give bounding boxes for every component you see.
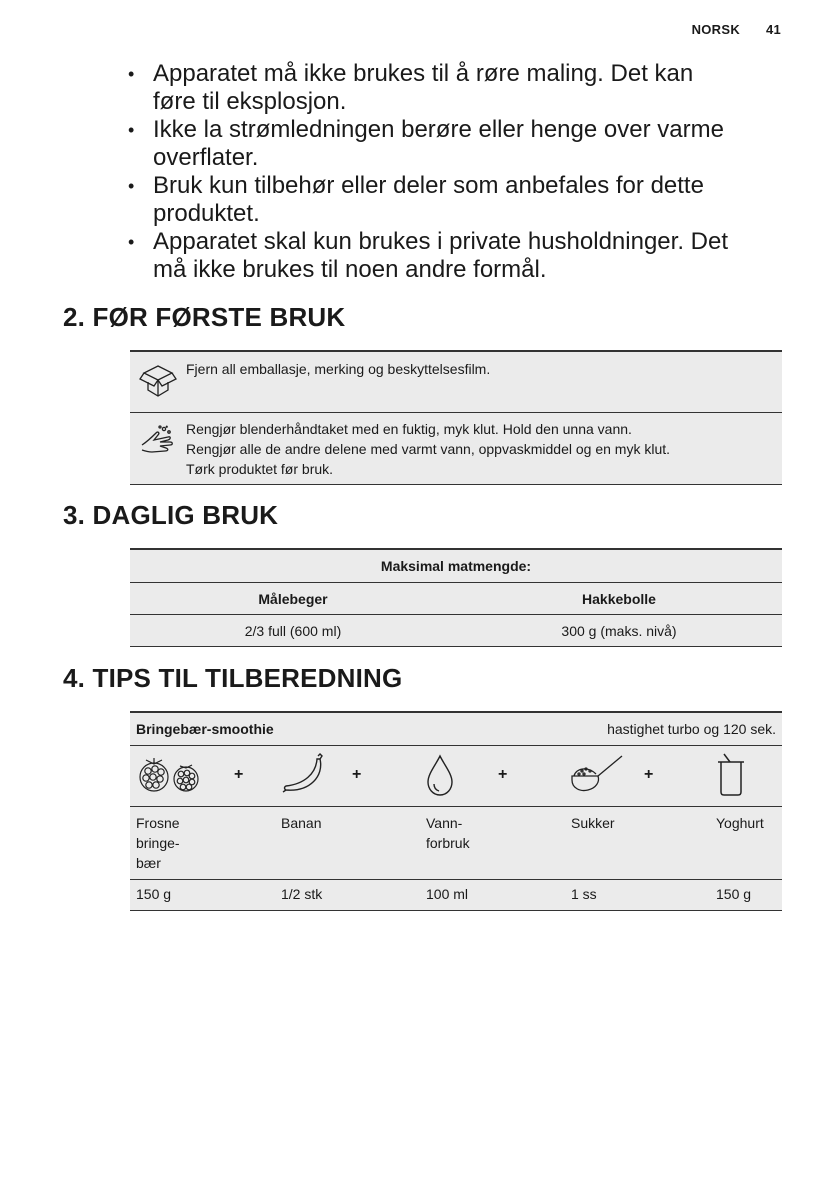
ingredient-names-row xyxy=(130,806,782,879)
table-cell: 2/3 full (600 ml) xyxy=(244,622,342,639)
raspberries-icon xyxy=(136,756,202,794)
table-row xyxy=(130,614,782,646)
section-title-tips: 4. TIPS TIL TILBEREDNING xyxy=(63,663,403,693)
first-use-row xyxy=(130,352,782,412)
ingredient-amounts-row xyxy=(130,879,782,910)
recipe-box xyxy=(130,711,782,911)
table-header-row xyxy=(130,582,782,614)
water-drop-icon xyxy=(425,754,455,798)
safety-bullet-list xyxy=(128,60,808,284)
bullet-dot: • xyxy=(128,232,135,252)
ingredient-name: Banan xyxy=(281,815,322,831)
bullet-line: Ikke la strømledningen berøre eller henge over varme xyxy=(153,116,724,143)
bullet-item xyxy=(128,60,808,116)
page-header xyxy=(692,22,781,37)
cleaning-hand-icon xyxy=(130,413,186,484)
section-title-first-use: 2. FØR FØRSTE BRUK xyxy=(63,302,346,332)
bullet-dot: • xyxy=(128,176,135,196)
ingredient-name-line: Frosne xyxy=(136,815,180,831)
recipe-name: Bringebær-smoothie xyxy=(136,721,274,737)
plus-sign: + xyxy=(234,766,244,783)
ingredient-amount: 100 ml xyxy=(426,886,469,902)
bullet-dot: • xyxy=(128,64,135,84)
bullet-line: føre til eksplosjon. xyxy=(153,88,347,115)
bullet-line: Bruk kun tilbehør eller deler som anbefales for dette xyxy=(153,172,704,199)
plus-sign: + xyxy=(498,766,508,783)
table-title-row xyxy=(130,550,782,582)
bullet-line: Apparatet skal kun brukes i private husholdninger. Det xyxy=(153,228,729,255)
ingredient-amount: 150 g xyxy=(716,886,752,902)
bullet-line: produktet. xyxy=(153,200,260,227)
ingredient-name-line: bær xyxy=(136,855,161,871)
section-title-daily-use: 3. DAGLIG BRUK xyxy=(63,500,279,530)
column-header: Målebeger xyxy=(258,590,328,607)
ingredient-name-line: bringe- xyxy=(136,835,180,851)
ingredient-amount: 150 g xyxy=(136,886,172,902)
recipe-header xyxy=(130,713,782,745)
package-icon xyxy=(130,352,186,412)
page-number: 41 xyxy=(765,22,781,37)
first-use-text xyxy=(186,352,490,412)
instruction-line: Rengjør blenderhåndtaket med en fuktig, myk klut. Hold den unna vann. xyxy=(186,421,632,437)
first-use-box xyxy=(130,350,782,485)
bullet-line: Apparatet må ikke brukes til å røre maling. Det kan xyxy=(153,60,694,87)
first-use-row xyxy=(130,412,782,484)
instruction-line: Tørk produktet før bruk. xyxy=(186,461,334,477)
bullet-item xyxy=(128,116,808,172)
language-label: NORSK xyxy=(691,22,741,37)
bullet-item xyxy=(128,228,808,284)
instruction-line: Rengjør alle de andre delene med varmt vann, oppvaskmiddel og en myk klut. xyxy=(186,441,671,457)
ingredient-name: Sukker xyxy=(571,815,615,831)
column-header: Hakkebolle xyxy=(582,590,656,607)
ingredient-name: Yoghurt xyxy=(716,815,764,831)
plus-sign: + xyxy=(352,766,362,783)
ingredient-amount: 1/2 stk xyxy=(281,886,323,902)
recipe-setting: hastighet turbo og 120 sek. xyxy=(607,721,776,737)
instruction-line: Fjern all emballasje, merking og beskyttelsesfilm. xyxy=(186,361,491,377)
banana-icon xyxy=(280,752,326,798)
ingredient-name-line: forbruk xyxy=(426,835,470,851)
bullet-item xyxy=(128,172,808,228)
first-use-text xyxy=(186,413,670,484)
ingredient-icons-row xyxy=(130,745,782,806)
table-title: Maksimal matmengde: xyxy=(380,558,532,574)
plus-sign: + xyxy=(644,766,654,783)
ingredient-name-line: Vann- xyxy=(426,815,463,831)
table-cell: 300 g (maks. nivå) xyxy=(561,622,677,639)
max-quantity-table xyxy=(130,548,782,647)
ingredient-name xyxy=(426,813,470,853)
ingredient-amount: 1 ss xyxy=(571,886,597,902)
yoghurt-cup-icon xyxy=(716,752,746,798)
ingredient-name xyxy=(136,813,180,873)
bullet-dot: • xyxy=(128,120,135,140)
sugar-spoon-icon xyxy=(570,754,626,794)
bullet-line: må ikke brukes til noen andre formål. xyxy=(153,256,547,283)
bullet-line: overflater. xyxy=(153,144,259,171)
